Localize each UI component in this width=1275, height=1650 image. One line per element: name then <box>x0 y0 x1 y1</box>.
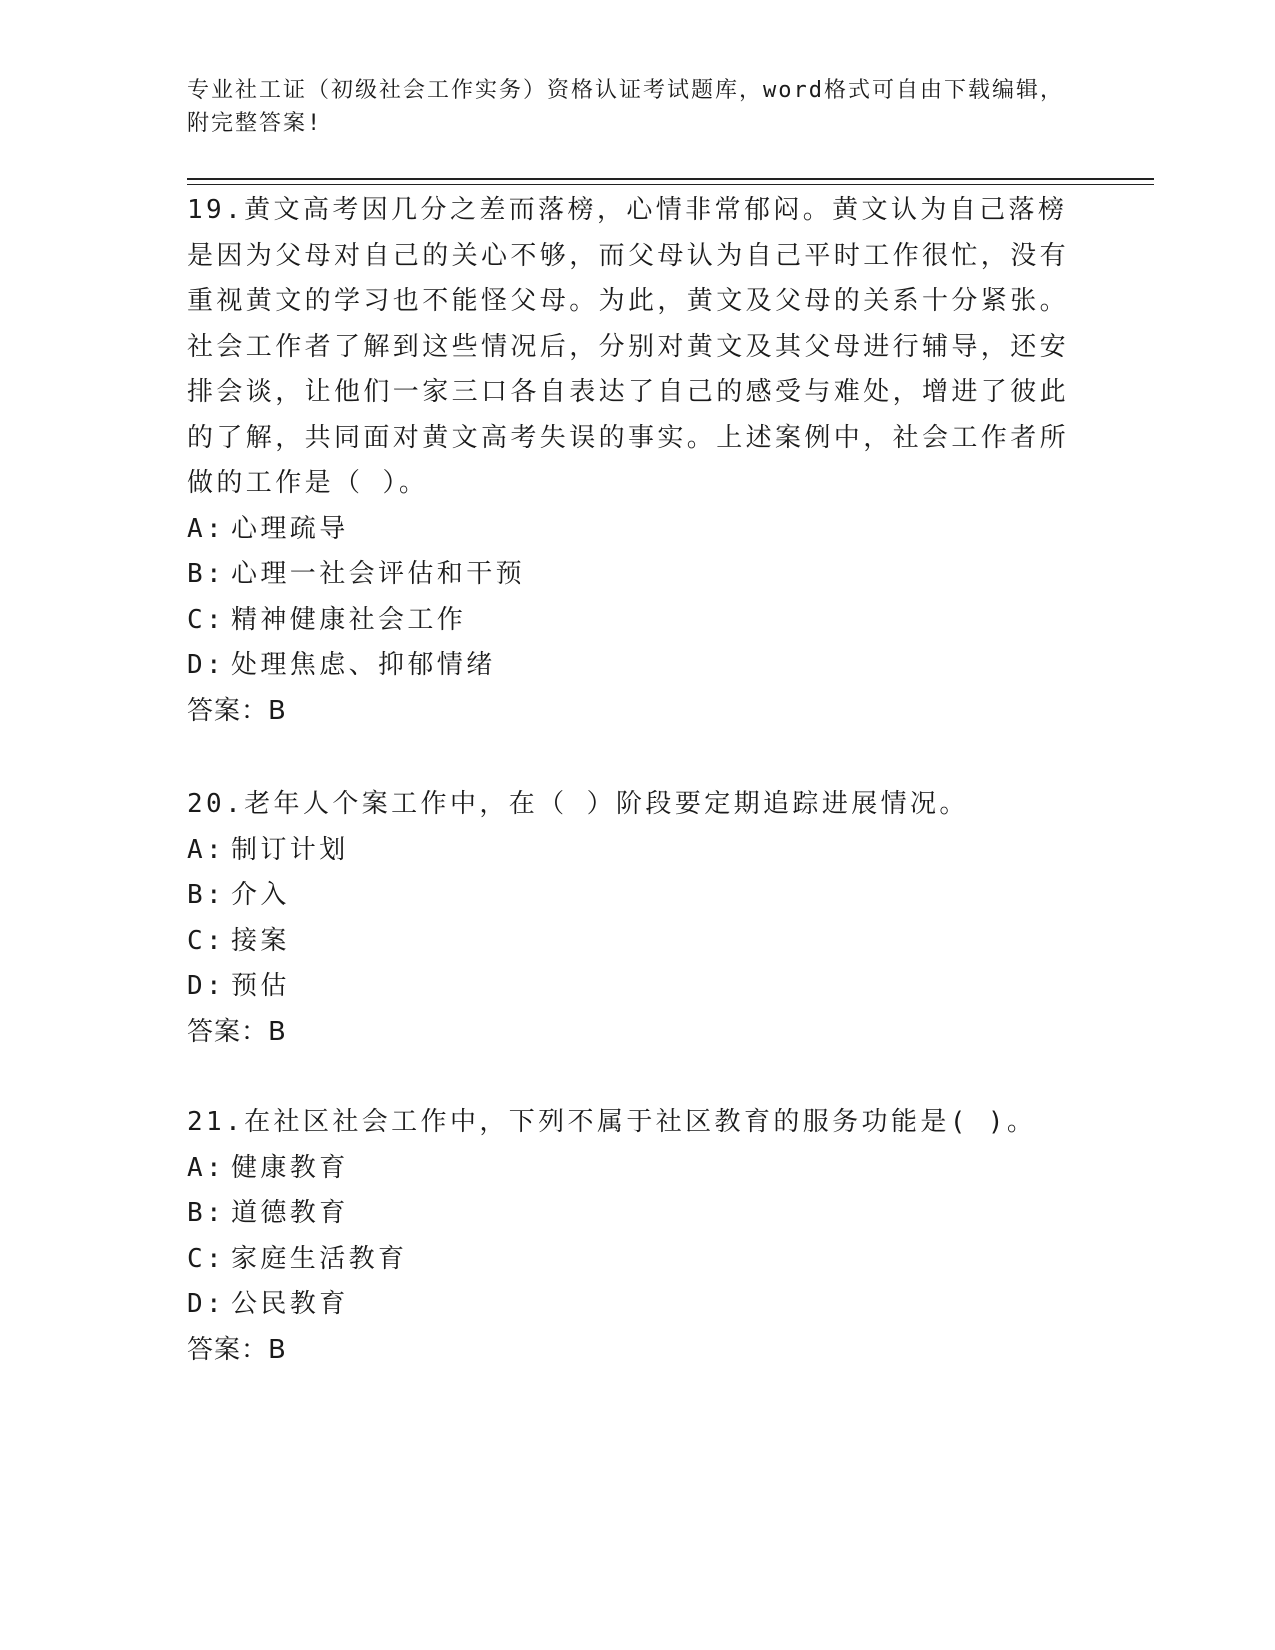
header-divider <box>187 178 1154 180</box>
option-letter: D: <box>187 971 226 1001</box>
option-b <box>187 1191 1087 1237</box>
question-19 <box>187 188 1087 734</box>
option-b <box>187 552 1087 598</box>
option-text: 心理疏导 <box>231 513 349 544</box>
question-stem: 21.在社区社会工作中，下列不属于社区教育的服务功能是( )。 <box>187 1107 1037 1137</box>
option-text: 处理焦虑、抑郁情绪 <box>231 650 496 680</box>
question-21 <box>187 1100 1087 1373</box>
question-stem: 20.老年人个案工作中，在（ ）阶段要定期追踪进展情况。 <box>187 789 969 819</box>
option-b <box>187 873 1087 919</box>
option-text: 精神健康社会工作 <box>231 604 467 635</box>
answer-line: 答案：B <box>187 1016 287 1047</box>
option-d <box>187 643 1087 689</box>
option-text: 接案 <box>231 925 290 956</box>
option-letter: C: <box>187 1243 226 1274</box>
option-letter: C: <box>187 925 226 956</box>
option-letter: D: <box>187 1289 226 1319</box>
option-a <box>187 507 1087 553</box>
option-letter: A: <box>187 834 226 865</box>
option-c <box>187 598 1087 644</box>
option-text: 家庭生活教育 <box>231 1243 408 1274</box>
option-letter: A: <box>187 513 226 544</box>
option-text: 公民教育 <box>231 1289 349 1319</box>
option-a <box>187 828 1087 874</box>
option-c <box>187 1237 1087 1283</box>
question-stem: 19.黄文高考因几分之差而落榜，心情非常郁闷。黄文认为自己落榜是因为父母对自己的关心不够，而父母认为自己平时工作很忙，没有重视黄文的学习也不能怪父母。为此，黄文及父母的关系十分紧张。社会工作者了解到这些情况后，分别对黄文及其父母进行辅导，还安排会谈，让他们一家三口各自表达了自己的感受与难处，增进了彼此的了解，共同面对黄文高考失误的事实。上述案例中，社会工作者所做的工作是（ ）。 <box>187 195 1070 498</box>
option-d <box>187 964 1087 1010</box>
option-text: 预估 <box>231 971 290 1001</box>
option-letter: D: <box>187 650 226 680</box>
option-text: 健康教育 <box>231 1152 349 1183</box>
option-letter: C: <box>187 604 226 635</box>
option-a <box>187 1146 1087 1192</box>
question-20 <box>187 782 1087 1055</box>
option-text: 制订计划 <box>231 834 349 865</box>
header-divider-thin <box>187 184 1154 185</box>
option-text: 介入 <box>231 880 290 910</box>
answer-line: 答案：B <box>187 695 287 726</box>
option-c <box>187 919 1087 965</box>
option-letter: B: <box>187 880 226 910</box>
document-header: 专业社工证（初级社会工作实务）资格认证考试题库，word格式可自由下载编辑，附完整答案! <box>187 78 1064 136</box>
answer-line: 答案：B <box>187 1334 287 1365</box>
option-text: 心理一社会评估和干预 <box>231 559 526 589</box>
option-letter: A: <box>187 1152 226 1183</box>
option-letter: B: <box>187 1198 226 1228</box>
option-d <box>187 1282 1087 1328</box>
option-letter: B: <box>187 559 226 589</box>
option-text: 道德教育 <box>231 1198 349 1228</box>
